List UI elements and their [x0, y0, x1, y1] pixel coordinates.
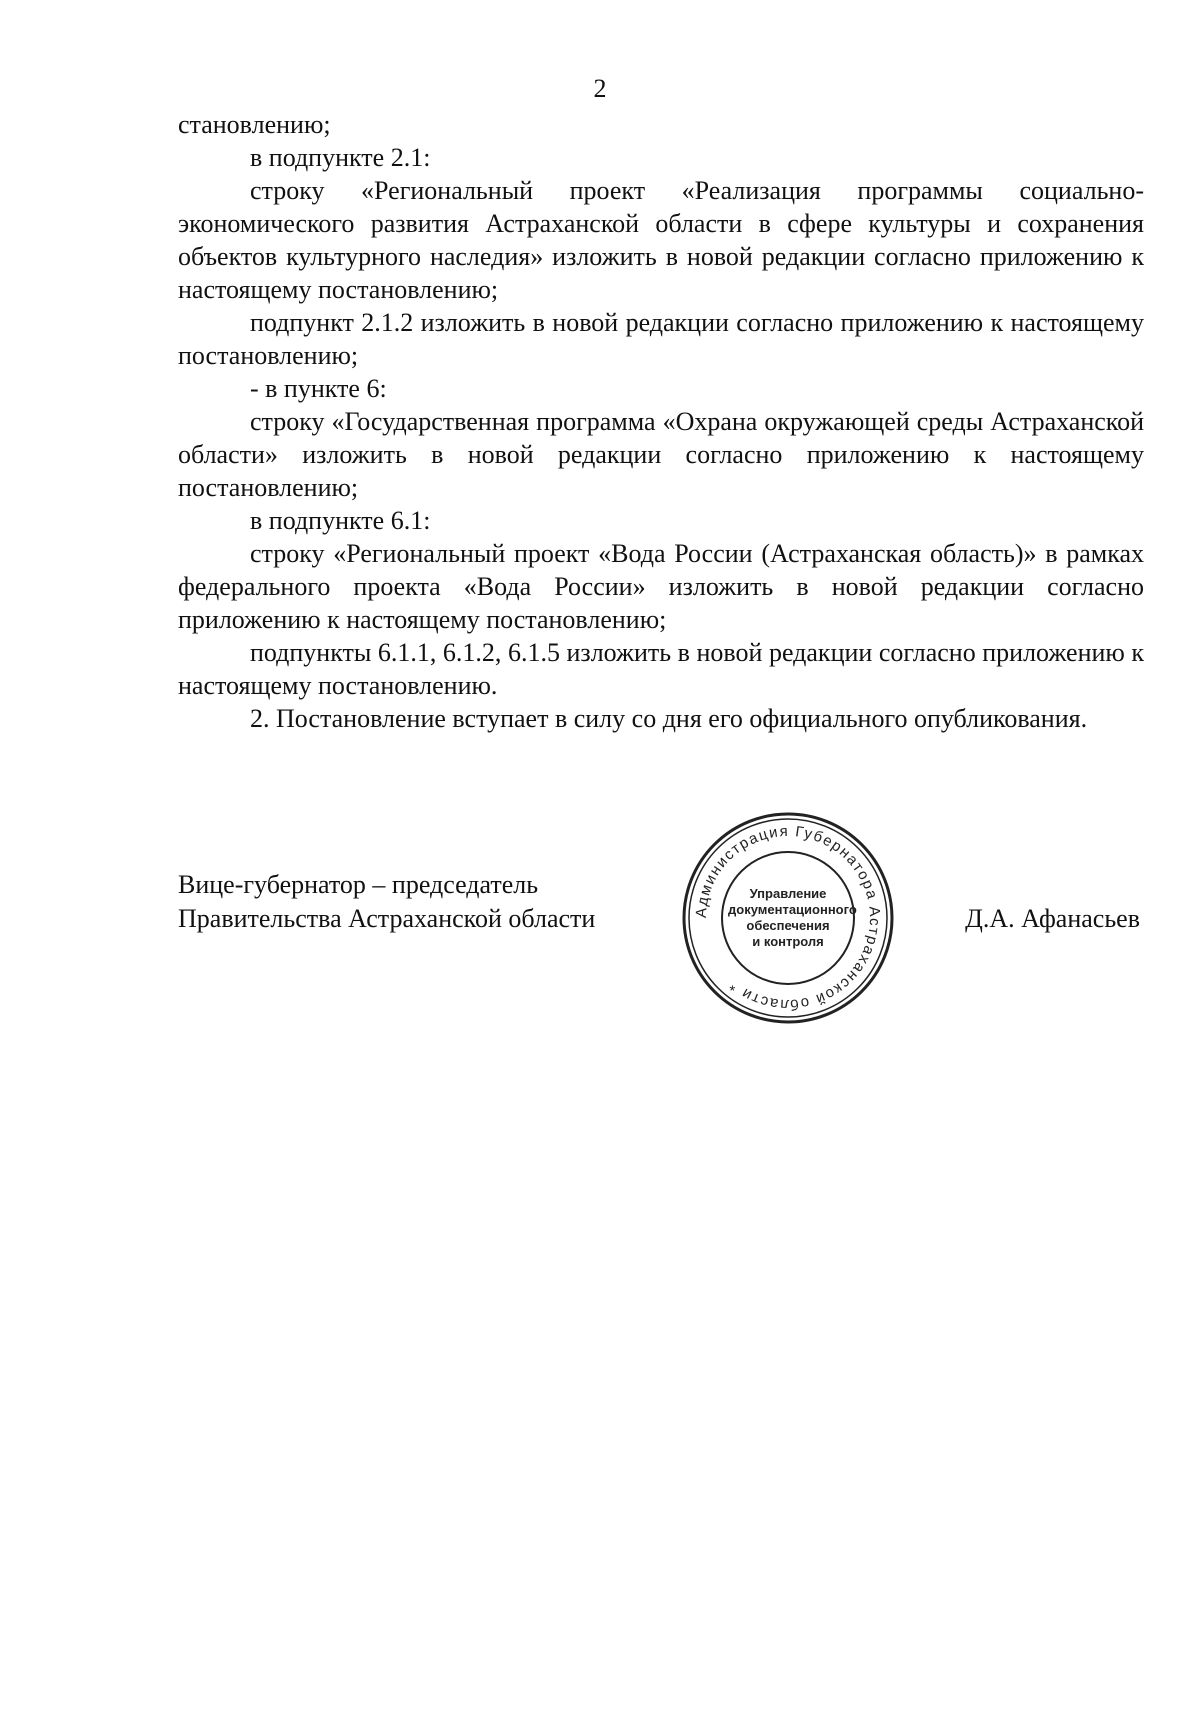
paragraph: в подпункте 6.1:	[250, 506, 431, 535]
seal-line: Управление	[749, 886, 827, 901]
seal-line: документационного	[728, 902, 857, 917]
seal-ring-text: Администрация Губернатора Астраханской области *	[692, 822, 884, 1014]
paragraph: становлению;	[178, 110, 331, 139]
paragraph: в подпункте 2.1:	[250, 143, 431, 172]
signatory-name: Д.А. Афанасьев	[965, 904, 1140, 933]
seal-center-text	[728, 886, 857, 950]
seal-line: обеспечения	[746, 918, 830, 933]
signatory-title-line: Правительства Астраханской области	[178, 904, 596, 933]
paragraph: строку «Государственная программа «Охрана окружающей среды Астраханской области» изложить в новой редакции согласно приложению к настоящему постановлению;	[178, 407, 1144, 502]
paragraph: подпункт 2.1.2 изложить в новой редакции согласно приложению к настоящему постановлению;	[178, 308, 1144, 370]
seal-line: и контроля	[752, 934, 824, 949]
paragraph: строку «Региональный проект «Вода России (Астраханская область)» в рамках федерального проекта «Вода России» изложить в новой редакции согласно приложению к настоящему постановлению;	[178, 539, 1144, 634]
page-number: 2	[593, 74, 607, 103]
paragraph: 2. Постановление вступает в силу со дня его официального опубликования.	[250, 704, 1088, 733]
signature-block	[178, 822, 1144, 1068]
signatory-title	[178, 868, 595, 936]
paragraph: подпункты 6.1.1, 6.1.2, 6.1.5 изложить в новой редакции согласно приложению к настоящему постановлению.	[178, 638, 1144, 700]
signatory-title-line: Вице-губернатор – председатель	[178, 870, 539, 899]
document-body	[178, 108, 1144, 735]
paragraph: - в пункте 6:	[250, 374, 387, 403]
paragraph: строку «Региональный проект «Реализация программы социально-экономического развития Астраханской области в сфере культуры и сохранения объектов культурного наследия» изложить в новой редакции согласно приложению к настоящему постановлению;	[178, 176, 1144, 304]
official-seal	[678, 808, 898, 1028]
